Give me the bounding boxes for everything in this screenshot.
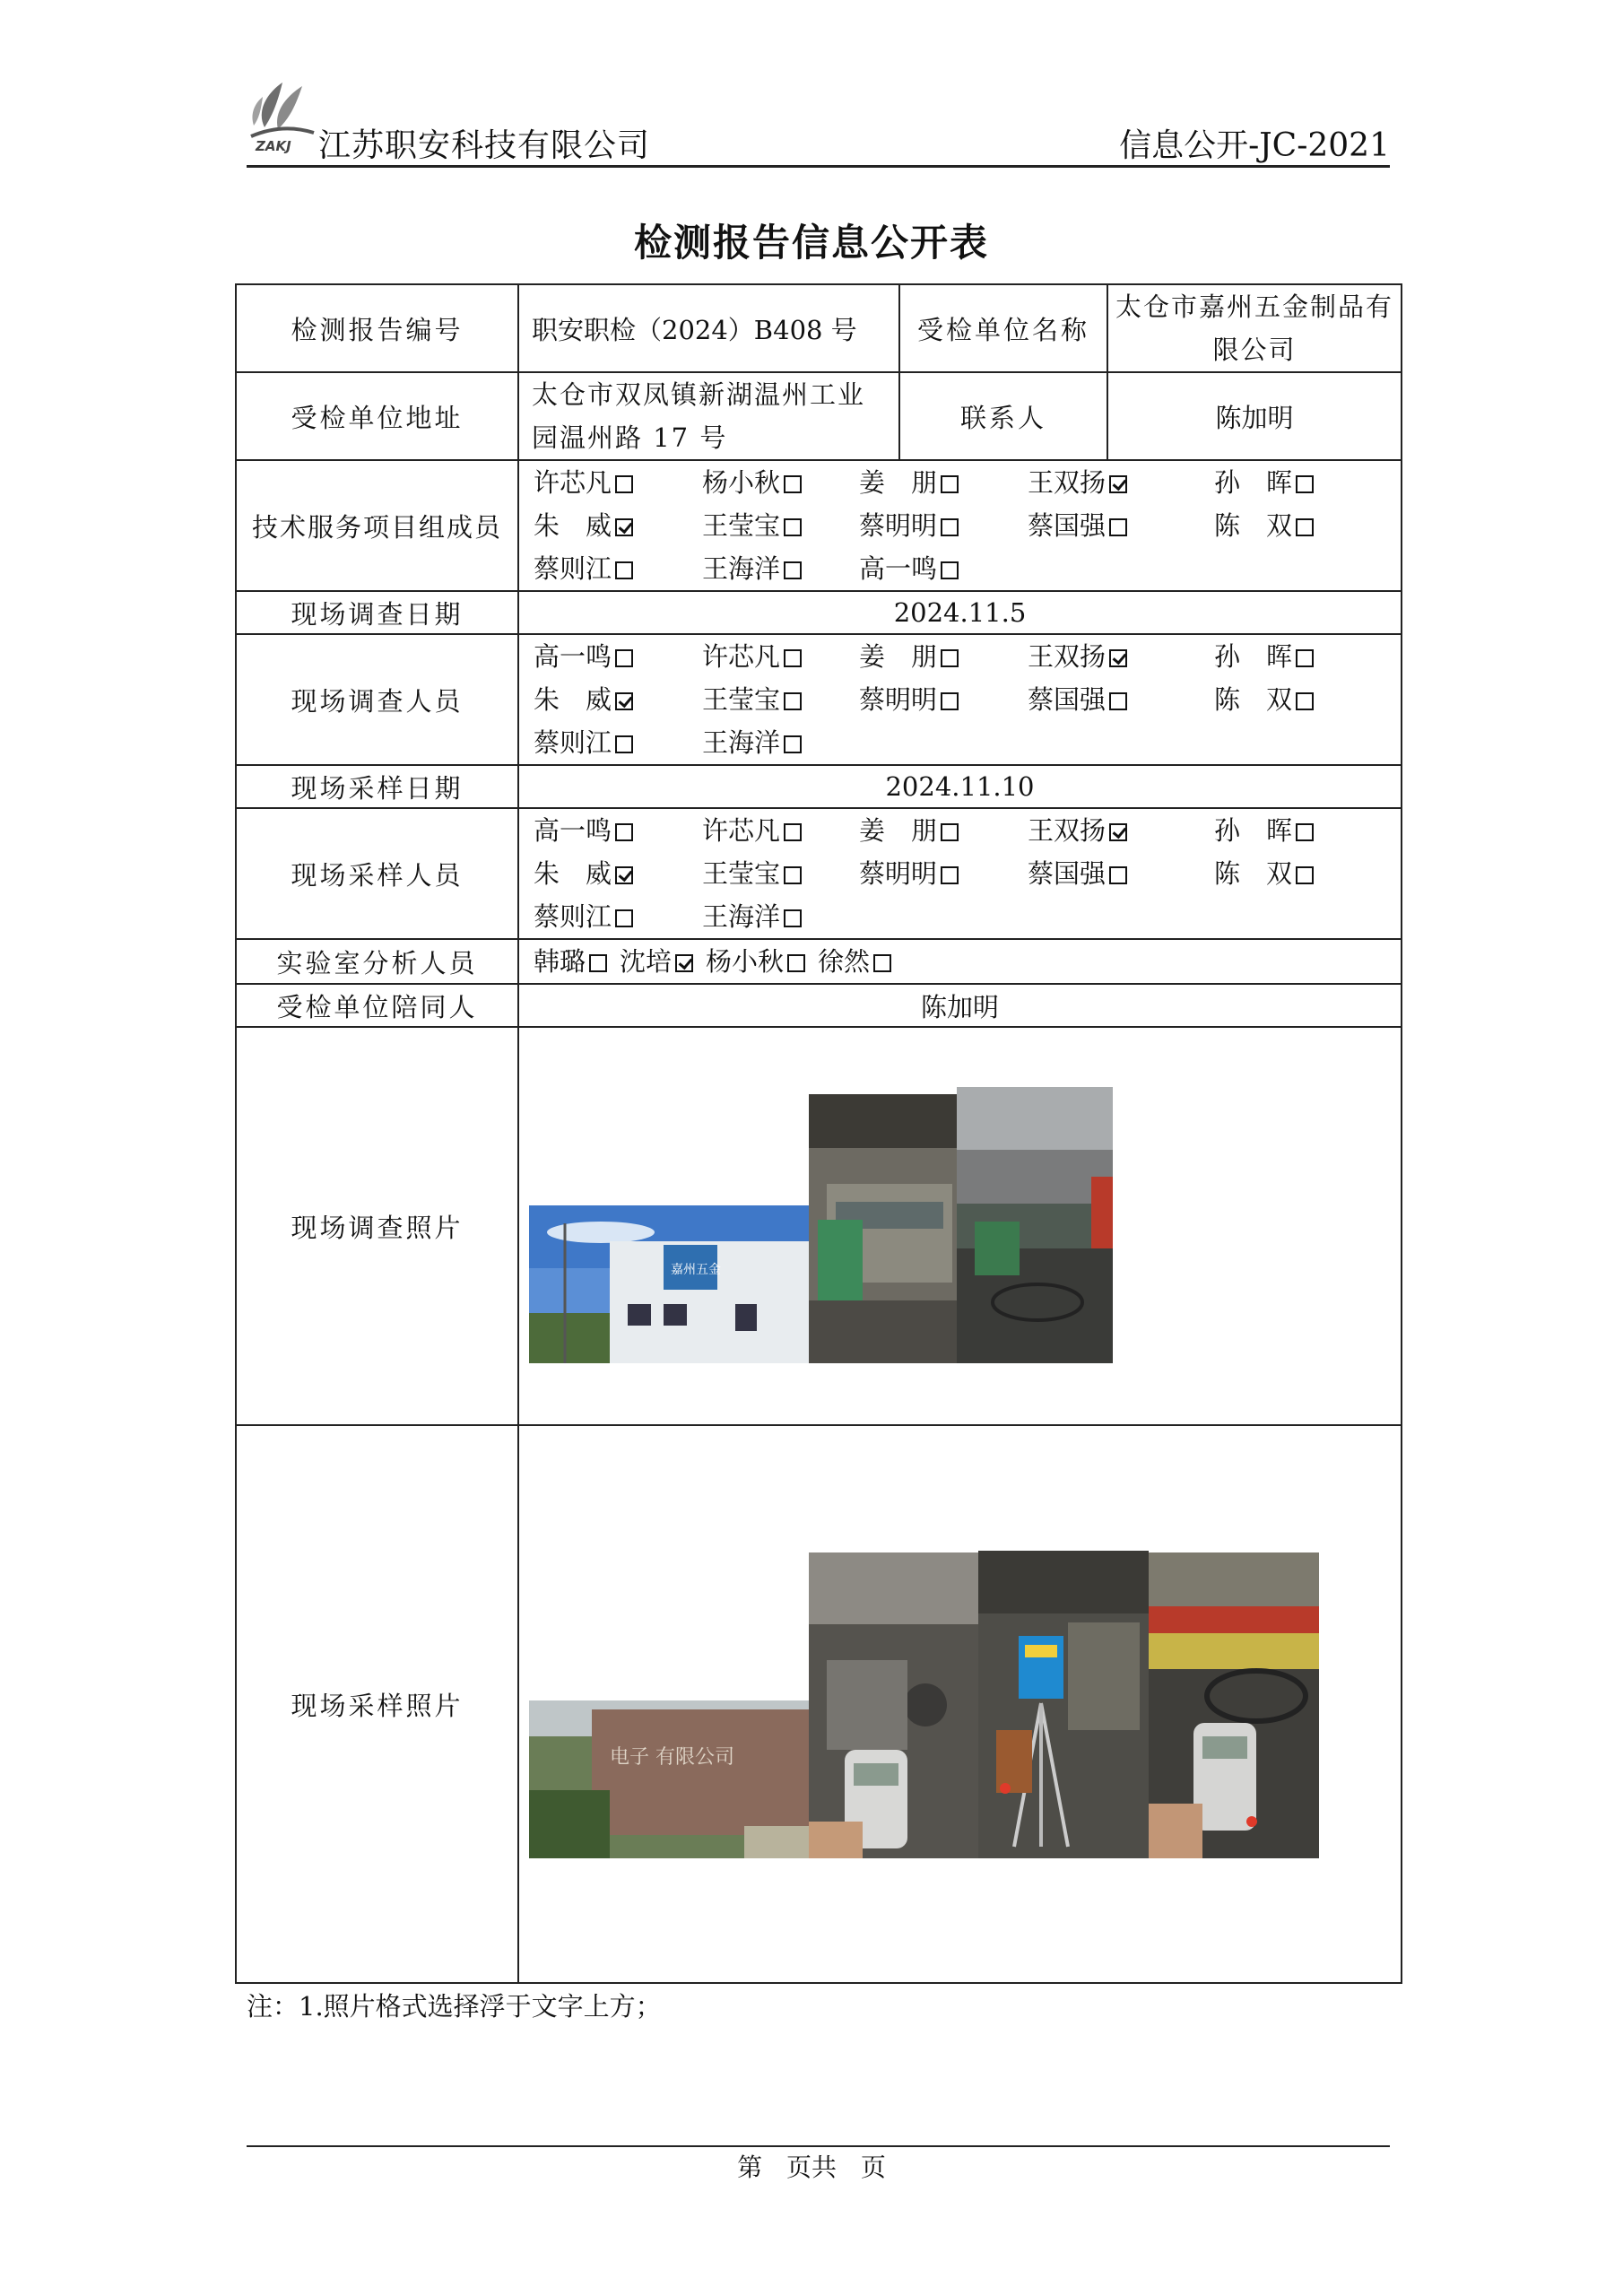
unchecked-checkbox[interactable]	[1296, 518, 1314, 536]
person-name: 姜 朋	[859, 641, 938, 672]
person-name: 姜 朋	[859, 467, 938, 498]
address-value: 太仓市双凤镇新湖温州工业园温州路 17 号	[518, 372, 899, 460]
person-name: 蔡国强	[1028, 510, 1107, 541]
contact-value: 陈加明	[1107, 372, 1402, 460]
unchecked-checkbox[interactable]	[784, 561, 802, 579]
survey-staff-label: 现场调查人员	[236, 634, 518, 765]
checked-checkbox[interactable]	[675, 954, 693, 972]
person-entry	[1028, 461, 1214, 504]
report-no-label: 检测报告编号	[236, 284, 518, 372]
table-row	[236, 808, 1402, 939]
unchecked-checkbox[interactable]	[941, 475, 959, 493]
person-name: 蔡明明	[859, 684, 938, 715]
person-name: 王莹宝	[702, 510, 781, 541]
unit-name-label: 受检单位名称	[899, 284, 1107, 372]
person-entry	[534, 852, 702, 895]
person-entry	[1028, 635, 1214, 678]
checked-checkbox[interactable]	[615, 866, 633, 884]
person-name: 孙 晖	[1214, 467, 1293, 498]
sampling-staff-label: 现场采样人员	[236, 808, 518, 939]
survey-date-label: 现场调查日期	[236, 591, 518, 634]
unchecked-checkbox[interactable]	[784, 823, 802, 841]
person-entry	[1214, 678, 1349, 721]
person-entry	[1214, 504, 1349, 547]
person-name: 蔡明明	[859, 510, 938, 541]
person-entry	[534, 504, 702, 547]
page-title: 检测报告信息公开表	[633, 221, 989, 265]
checked-checkbox[interactable]	[1109, 475, 1127, 493]
escort-label: 受检单位陪同人	[236, 984, 518, 1027]
person-entry	[1214, 635, 1349, 678]
person-name: 朱 威	[534, 858, 612, 889]
person-entry	[534, 461, 702, 504]
person-name: 许芯凡	[702, 641, 781, 672]
survey-photo-building	[529, 1205, 809, 1363]
person-name: 孙 晖	[1214, 815, 1293, 846]
checked-checkbox[interactable]	[615, 692, 633, 710]
unchecked-checkbox[interactable]	[615, 561, 633, 579]
table-row	[236, 284, 1402, 372]
person-entry	[1028, 504, 1214, 547]
unchecked-checkbox[interactable]	[941, 518, 959, 536]
sign-text: 电子 有限公司	[610, 1746, 734, 1769]
company-logo-icon	[247, 74, 318, 154]
unchecked-checkbox[interactable]	[784, 692, 802, 710]
person-entry	[534, 635, 702, 678]
checked-checkbox[interactable]	[615, 518, 633, 536]
survey-photo-workshop-1	[809, 1094, 957, 1363]
table-row	[236, 765, 1402, 808]
person-name: 许芯凡	[534, 467, 612, 498]
person-entry	[620, 946, 693, 977]
person-name: 王双扬	[1028, 815, 1107, 846]
person-entry	[534, 721, 702, 764]
unchecked-checkbox[interactable]	[1109, 692, 1127, 710]
person-name: 杨小秋	[706, 946, 785, 977]
page-header	[247, 74, 1390, 172]
person-name: 杨小秋	[702, 467, 781, 498]
table-row	[236, 372, 1402, 460]
person-entry	[534, 809, 702, 852]
unchecked-checkbox[interactable]	[941, 866, 959, 884]
person-entry	[702, 852, 859, 895]
unchecked-checkbox[interactable]	[615, 649, 633, 667]
building-sign-text: 嘉州五金	[671, 1263, 721, 1277]
survey-date-value: 2024.11.5	[518, 591, 1402, 634]
table-row	[236, 1027, 1402, 1425]
person-name: 蔡则江	[534, 727, 612, 758]
survey-photo-workshop-2	[957, 1087, 1113, 1363]
unchecked-checkbox[interactable]	[615, 735, 633, 753]
page-footer: 第 页共 页	[737, 2152, 886, 2182]
person-name: 王海洋	[702, 727, 781, 758]
table-row	[236, 634, 1402, 765]
sampling-photo-tripod	[978, 1551, 1149, 1858]
person-entry	[702, 504, 859, 547]
unchecked-checkbox[interactable]	[873, 954, 891, 972]
person-entry	[534, 895, 702, 938]
person-entry	[1028, 852, 1214, 895]
person-name: 蔡国强	[1028, 858, 1107, 889]
unchecked-checkbox[interactable]	[1296, 475, 1314, 493]
person-name: 蔡国强	[1028, 684, 1107, 715]
unchecked-checkbox[interactable]	[941, 561, 959, 579]
sampling-photo-meter-1	[809, 1552, 978, 1858]
unchecked-checkbox[interactable]	[787, 954, 805, 972]
person-entry	[702, 721, 859, 764]
person-name: 蔡明明	[859, 858, 938, 889]
table-row	[236, 1425, 1402, 1983]
person-entry	[534, 946, 607, 977]
person-name: 王莹宝	[702, 858, 781, 889]
footer-divider	[247, 2145, 1390, 2147]
contact-label: 联系人	[899, 372, 1107, 460]
person-entry	[706, 946, 805, 977]
unchecked-checkbox[interactable]	[615, 823, 633, 841]
tech-team-cell	[518, 460, 1402, 591]
person-entry	[859, 678, 1028, 721]
sampling-photo-meter-2	[1149, 1552, 1319, 1858]
unchecked-checkbox[interactable]	[1109, 866, 1127, 884]
person-name: 高一鸣	[859, 553, 938, 584]
person-name: 沈培	[620, 946, 673, 977]
person-entry	[534, 547, 702, 590]
header-divider	[247, 165, 1390, 168]
person-entry	[1214, 852, 1349, 895]
person-entry	[702, 678, 859, 721]
lab-staff-label: 实验室分析人员	[236, 939, 518, 984]
address-label: 受检单位地址	[236, 372, 518, 460]
unchecked-checkbox[interactable]	[941, 649, 959, 667]
person-entry	[859, 504, 1028, 547]
unchecked-checkbox[interactable]	[784, 518, 802, 536]
person-entry	[859, 547, 1028, 590]
person-entry	[1028, 678, 1214, 721]
unchecked-checkbox[interactable]	[784, 475, 802, 493]
sampling-photos-label: 现场采样照片	[236, 1425, 518, 1983]
person-name: 蔡则江	[534, 901, 612, 932]
person-name: 王双扬	[1028, 467, 1107, 498]
person-name: 王海洋	[702, 901, 781, 932]
unchecked-checkbox[interactable]	[784, 649, 802, 667]
table-row	[236, 460, 1402, 591]
person-entry	[1214, 461, 1349, 504]
sampling-staff-list	[526, 809, 1393, 938]
unchecked-checkbox[interactable]	[1296, 866, 1314, 884]
person-entry	[702, 547, 859, 590]
person-entry	[1028, 809, 1214, 852]
checked-checkbox[interactable]	[1109, 823, 1127, 841]
unit-name-value: 太仓市嘉州五金制品有限公司	[1107, 284, 1402, 372]
unchecked-checkbox[interactable]	[941, 823, 959, 841]
person-name: 陈 双	[1214, 510, 1293, 541]
document-number: 信息公开-JC-2021	[1119, 127, 1390, 164]
survey-staff-list	[526, 635, 1393, 764]
unchecked-checkbox[interactable]	[1109, 518, 1127, 536]
person-entry	[859, 809, 1028, 852]
person-name: 许芯凡	[702, 815, 781, 846]
footnote: 注：1.照片格式选择浮于文字上方；	[247, 1991, 662, 2022]
table-row	[236, 591, 1402, 634]
survey-photos-cell	[518, 1027, 1402, 1425]
unchecked-checkbox[interactable]	[784, 909, 802, 927]
person-name: 蔡则江	[534, 553, 612, 584]
lab-staff-cell	[518, 939, 1402, 984]
person-entry	[702, 461, 859, 504]
table-row	[236, 984, 1402, 1027]
sampling-photos-cell	[518, 1425, 1402, 1983]
unchecked-checkbox[interactable]	[784, 866, 802, 884]
person-entry	[1214, 809, 1349, 852]
person-name: 王海洋	[702, 553, 781, 584]
person-name: 姜 朋	[859, 815, 938, 846]
escort-value: 陈加明	[518, 984, 1402, 1027]
company-name: 江苏职安科技有限公司	[318, 127, 651, 164]
table-row	[236, 939, 1402, 984]
person-entry	[818, 946, 891, 977]
report-table	[235, 283, 1402, 1984]
sampling-photo-company-sign	[529, 1700, 809, 1858]
person-name: 王莹宝	[702, 684, 781, 715]
logo-text: ZAKJ	[256, 138, 291, 154]
person-entry	[859, 852, 1028, 895]
tech-team-label: 技术服务项目组成员	[236, 460, 518, 591]
checked-checkbox[interactable]	[1109, 649, 1127, 667]
person-entry	[859, 461, 1028, 504]
person-entry	[534, 678, 702, 721]
unchecked-checkbox[interactable]	[941, 692, 959, 710]
person-name: 徐然	[818, 946, 871, 977]
unchecked-checkbox[interactable]	[1296, 649, 1314, 667]
lab-staff-list	[526, 940, 1393, 983]
report-no-value: 职安职检（2024）B408 号	[518, 284, 899, 372]
sampling-date-label: 现场采样日期	[236, 765, 518, 808]
person-name: 陈 双	[1214, 858, 1293, 889]
person-name: 王双扬	[1028, 641, 1107, 672]
sampling-staff-cell	[518, 808, 1402, 939]
survey-photos-label: 现场调查照片	[236, 1027, 518, 1425]
person-name: 高一鸣	[534, 815, 612, 846]
person-name: 朱 威	[534, 684, 612, 715]
tech-team-list	[526, 461, 1393, 590]
survey-staff-cell	[518, 634, 1402, 765]
unchecked-checkbox[interactable]	[1296, 692, 1314, 710]
person-name: 高一鸣	[534, 641, 612, 672]
unchecked-checkbox[interactable]	[615, 909, 633, 927]
sampling-date-value: 2024.11.10	[518, 765, 1402, 808]
person-entry	[859, 635, 1028, 678]
unchecked-checkbox[interactable]	[589, 954, 607, 972]
person-name: 陈 双	[1214, 684, 1293, 715]
unchecked-checkbox[interactable]	[784, 735, 802, 753]
unchecked-checkbox[interactable]	[615, 475, 633, 493]
person-name: 孙 晖	[1214, 641, 1293, 672]
person-entry	[702, 809, 859, 852]
person-entry	[702, 635, 859, 678]
person-name: 韩璐	[534, 946, 586, 977]
unchecked-checkbox[interactable]	[1296, 823, 1314, 841]
person-entry	[702, 895, 859, 938]
person-name: 朱 威	[534, 510, 612, 541]
